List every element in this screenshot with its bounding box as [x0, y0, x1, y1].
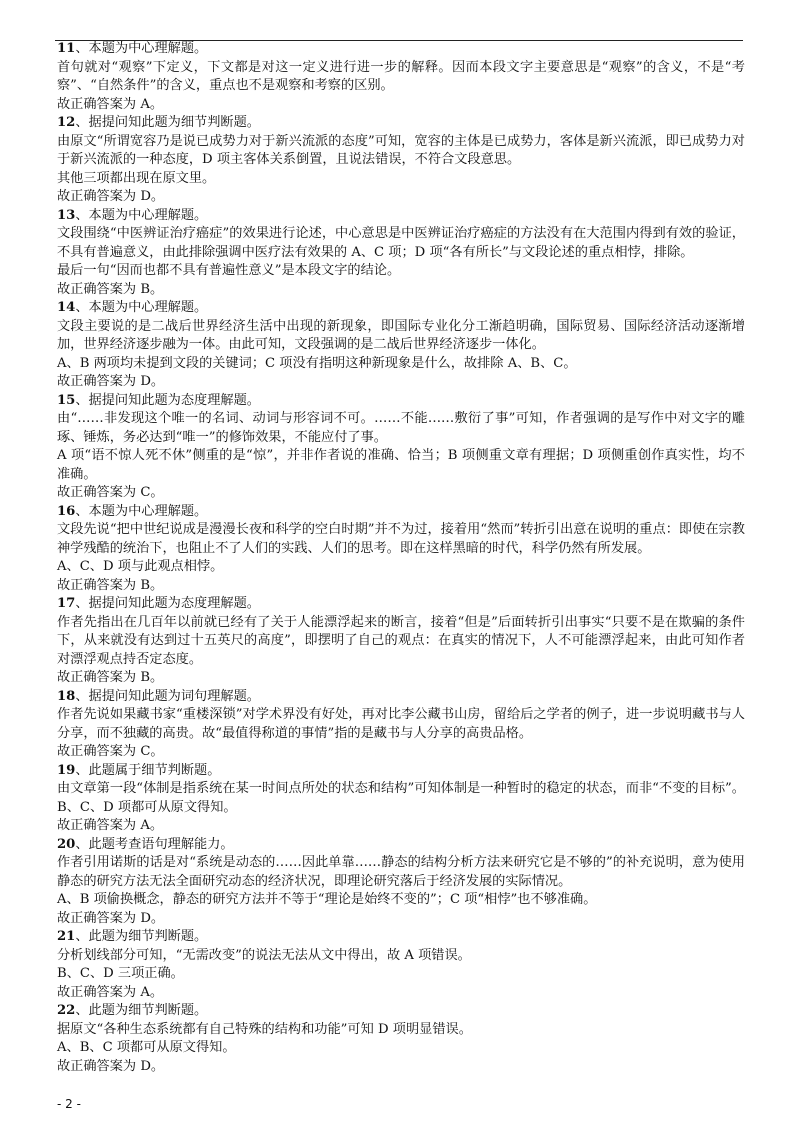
- question-type: 、据提问知此题为态度理解题。: [75, 596, 260, 611]
- question-type: 、据提问知此题为词句理解题。: [75, 688, 260, 704]
- question-number: 17: [57, 596, 76, 611]
- answer-line: 故正确答案为 B。: [57, 281, 164, 297]
- explanation-paragraph: 分析划线部分可知，“无需改变”的说法无法从文中得出，故 A 项错误。: [57, 947, 471, 963]
- question-17-explanation: [57, 595, 745, 688]
- question-heading: [57, 595, 745, 614]
- question-type: 、本题为中心理解题。: [75, 207, 208, 223]
- question-type: 、此题考查语句理解能力。: [75, 836, 234, 852]
- question-number: 14: [57, 300, 76, 315]
- question-13-explanation: [57, 207, 745, 300]
- explanation-paragraph: 作者先说如果藏书家“重楼深锁”对学术界没有好处，再对比李公藏书山房，留给后之学者的例子，进一步说明藏书与人分享，而不独藏的高贵。故“最值得称道的事情”指的是藏书与人分享的高贵品格。: [57, 707, 745, 741]
- explanation-paragraph: 文段先说“把中世纪说成是漫漫长夜和科学的空白时期”并不为过，接着用“然而”转折引出意在说明的重点：即使在宗教神学残酷的统治下，也阻止不了人们的实践、人们的思考。即在这样黑暗的时代，科学仍然有所发展。: [57, 522, 745, 556]
- explanation-paragraph: 其他三项都出现在原文里。: [57, 170, 216, 186]
- question-type: 、本题为中心理解题。: [75, 503, 208, 519]
- explanation-paragraph: 首句就对“观察”下定义，下文都是对这一定义进行进一步的解释。因而本段文字主要意思是“观察”的含义，不是“考察”、“自然条件”的含义，重点也不是观察和考察的区别。: [57, 59, 745, 93]
- question-number: 13: [57, 207, 76, 223]
- question-type: 、此题属于细节判断题。: [75, 762, 221, 778]
- question-heading: [57, 207, 745, 226]
- question-type: 、据提问知此题为态度理解题。: [75, 392, 260, 408]
- question-number: 15: [57, 392, 76, 408]
- explanation-paragraph: B、C、D 三项正确。: [57, 966, 184, 981]
- question-number: 12: [57, 115, 76, 130]
- explanation-paragraph: 作者引用诺斯的话是对“系统是动态的……因此单靠……静态的结构分析方法来研究它是不够的”的补充说明，意为使用静态的研究方法无法全面研究动态的经济状况，即理论研究落后于经济发展的实际情况。: [57, 855, 745, 889]
- explanation-paragraph: A、B 两项均未提到文段的关键词；C 项没有指明这种新现象是什么，故排除 A、B、C。: [57, 355, 577, 371]
- question-heading: [57, 503, 745, 522]
- question-12-explanation: [57, 114, 745, 207]
- question-number: 20: [57, 836, 76, 852]
- question-type: 、据提问知此题为细节判断题。: [75, 115, 260, 130]
- question-heading: [57, 762, 745, 781]
- question-number: 22: [57, 1003, 76, 1018]
- question-20-explanation: [57, 836, 745, 929]
- question-18-explanation: [57, 688, 745, 762]
- question-number: 16: [57, 503, 76, 519]
- answer-line: 故正确答案为 C。: [57, 485, 164, 500]
- question-number: 19: [57, 762, 76, 778]
- question-16-explanation: [57, 503, 745, 596]
- answer-line: 故正确答案为 B。: [57, 670, 164, 685]
- answer-line: 故正确答案为 A。: [57, 96, 164, 112]
- explanation-paragraph: 由原文“所谓宽容乃是说已成势力对于新兴流派的态度”可知，宽容的主体是已成势力，客体是新兴流派，即已成势力对于新兴流派的一种态度，D 项主客体关系倒置，且说法错误，不符合文段意思。: [57, 133, 745, 167]
- question-heading: [57, 836, 745, 855]
- question-number: 18: [57, 688, 76, 704]
- question-22-explanation: [57, 1002, 745, 1076]
- question-11-explanation: [57, 40, 745, 114]
- explanation-paragraph: 由“……非发现这个唯一的名词、动词与形容词不可。……不能……敷衍了事”可知，作者强调的是写作中对文字的雕琢、锤炼，务必达到“唯一”的修饰效果，不能应付了事。: [57, 411, 745, 445]
- explanation-paragraph: 由文章第一段“体制是指系统在某一时间点所处的状态和结构”可知体制是一种暂时的稳定的状态，而非“不变的目标”。B、C、D 项都可从原文得知。: [57, 781, 745, 815]
- explanation-paragraph: 文段围绕“中医辨证治疗癌症”的效果进行论述，中心意思是中医辨证治疗癌症的方法没有在大范围内得到有效的验证，不具有普遍意义，由此排除强调中医疗法有效果的 A、C 项；D 项“各有所长”与文段论述的重点相悖，排除。: [57, 226, 745, 260]
- explanation-paragraph: A、B、C 项都可从原文得知。: [57, 1040, 236, 1055]
- question-type: 、本题为中心理解题。: [75, 300, 208, 315]
- answer-line: 故正确答案为 B。: [57, 577, 164, 593]
- answer-line: 故正确答案为 D。: [57, 374, 165, 389]
- question-number: 21: [57, 929, 76, 944]
- answer-line: 故正确答案为 D。: [57, 189, 165, 204]
- question-type: 、此题为细节判断题。: [75, 929, 208, 944]
- question-14-explanation: [57, 299, 745, 392]
- explanation-paragraph: A、C、D 项与此观点相悖。: [57, 559, 224, 574]
- question-heading: [57, 1002, 745, 1021]
- question-19-explanation: [57, 762, 745, 836]
- question-heading: [57, 928, 745, 947]
- explanation-paragraph: 最后一句“因而也都不具有普遍性意义”是本段文字的结论。: [57, 263, 401, 278]
- explanation-paragraph: 文段主要说的是二战后世界经济生活中出现的新现象，即国际专业化分工渐趋明确，国际贸易、国际经济活动逐渐增加，世界经济逐步融为一体。由此可知，文段强调的是二战后世界经济逐步一体化。: [57, 318, 745, 352]
- answer-line: 故正确答案为 A。: [57, 818, 164, 833]
- answer-line: 故正确答案为 C。: [57, 744, 164, 759]
- question-15-explanation: [57, 392, 745, 503]
- page-number: - 2 -: [57, 1097, 81, 1111]
- question-type: 、此题为细节判断题。: [75, 1003, 208, 1018]
- explanation-paragraph: 据原文“各种生态系统都有自己特殊的结构和功能”可知 D 项明显错误。: [57, 1021, 472, 1037]
- answer-line: 故正确答案为 A。: [57, 984, 164, 1000]
- question-type: 、本题为中心理解题。: [75, 41, 208, 56]
- explanation-paragraph: A、B 项偷换概念，静态的研究方法并不等于“理论是始终不变的”；C 项“相悖”也不够准确。: [57, 892, 597, 907]
- answer-explanations: [57, 40, 745, 1076]
- question-21-explanation: [57, 928, 745, 1002]
- question-heading: [57, 688, 745, 707]
- answer-line: 故正确答案为 D。: [57, 910, 165, 926]
- explanation-paragraph: A 项“语不惊人死不休”侧重的是“惊”，并非作者说的准确、恰当；B 项侧重文章有理据；D 项侧重创作真实性，均不准确。: [57, 448, 745, 482]
- question-heading: [57, 40, 745, 59]
- question-number: 11: [57, 41, 76, 56]
- question-heading: [57, 114, 745, 133]
- question-heading: [57, 299, 745, 318]
- explanation-paragraph: 作者先指出在几百年以前就已经有了关于人能漂浮起来的断言，接着“但是”后面转折引出事实“只要不是在欺骗的条件下，从来就没有达到过十五英尺的高度”，即摆明了自己的观点：在真实的情况下，人不可能漂浮起来，由此可知作者对漂浮观点持否定态度。: [57, 614, 745, 667]
- answer-line: 故正确答案为 D。: [57, 1058, 165, 1074]
- question-heading: [57, 392, 745, 411]
